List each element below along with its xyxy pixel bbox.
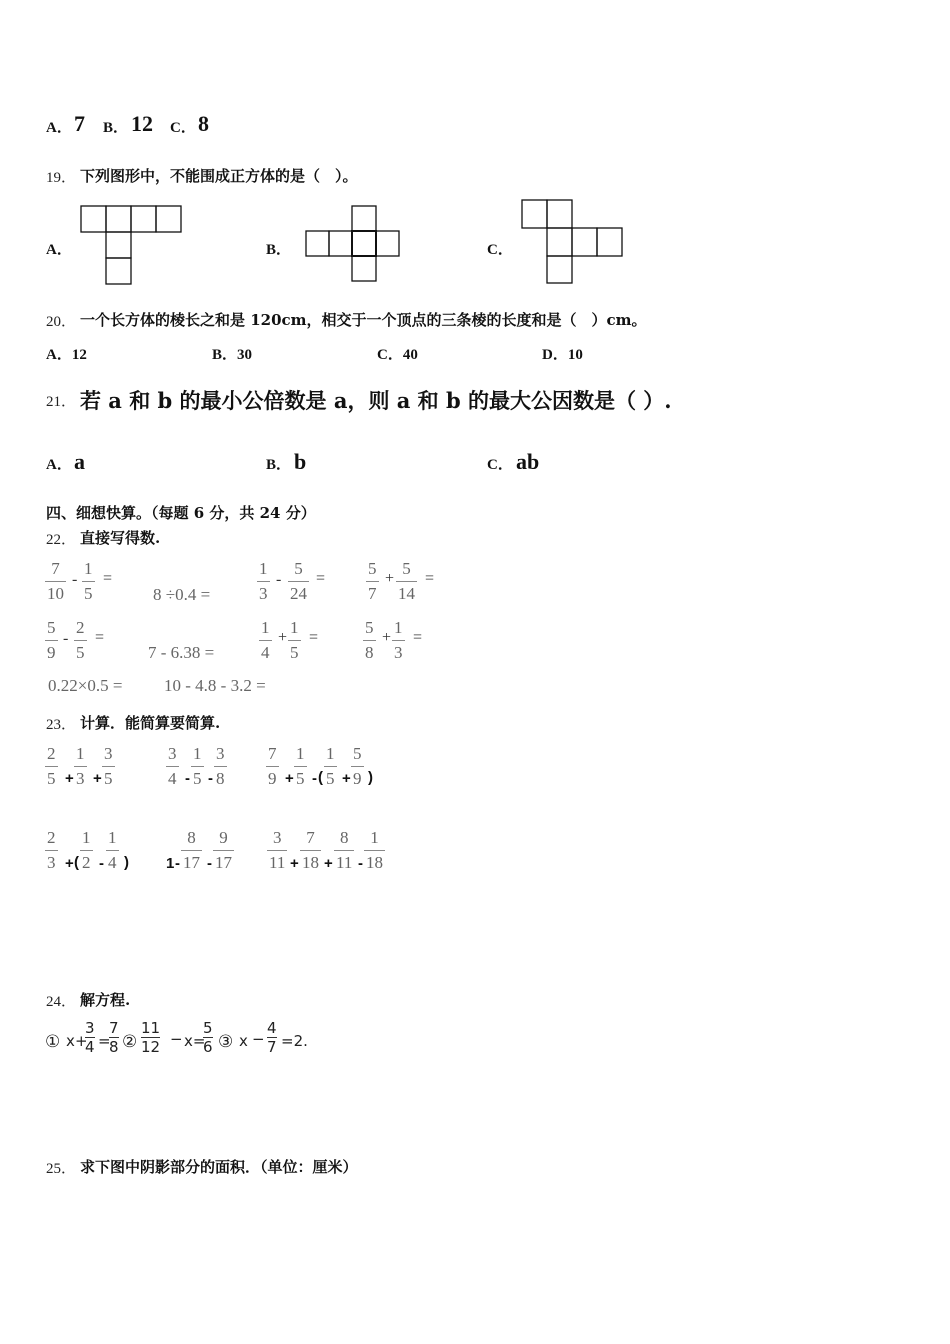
q18-option-a-label: A． (46, 120, 72, 136)
fraction: $\frac{1}{5}$ (193, 744, 202, 788)
q18-option-b-label: B． (103, 120, 129, 136)
fraction: 3 4 (85, 1019, 95, 1056)
q20-option-a: A．12 (46, 347, 87, 363)
q21-option-a-value: a (74, 449, 85, 474)
q20-number: 20． (46, 314, 77, 330)
fraction: $\frac{1}{2}$ (82, 828, 91, 872)
section-4-title: 四、细想快算。（每题 6 分，共 24 分） (46, 504, 316, 522)
q22-text: 直接写得数. (80, 529, 161, 547)
q19-number: 19． (46, 170, 77, 186)
q23-number: 23． (46, 717, 77, 733)
q18-option-a-value: 7 (74, 111, 85, 136)
q24-text: 解方程. (80, 991, 131, 1009)
circled-number-3: ③ (218, 1032, 234, 1052)
fraction: 4 7 (267, 1019, 277, 1056)
fraction: 7 8 (109, 1019, 119, 1056)
q19-net-a-figure (80, 205, 184, 285)
fraction: $\frac{5}{9}$ (47, 618, 56, 662)
circled-number-1: ① (45, 1032, 61, 1052)
q20-option-b: B．30 (212, 347, 253, 363)
fraction: $\frac{1}{3}$ (76, 744, 85, 788)
q21-text: 若 a 和 b 的最小公倍数是 a，则 a 和 b 的最大公因数是（ ）. (80, 388, 672, 413)
q21-option-c-value: ab (516, 449, 540, 474)
q22-number: 22． (46, 532, 77, 548)
q19-text: 下列图形中，不能围成正方体的是（ ）。 (80, 167, 358, 185)
q22-problem-9: 0.22×0.5 = (48, 676, 123, 695)
fraction: $\frac{1}{5}$ (326, 744, 335, 788)
fraction: $\frac{5}{9}$ (353, 744, 362, 788)
q18-option-c-value: 8 (198, 111, 209, 136)
q21-option-b-value: b (294, 449, 307, 474)
q19-net-c-figure (521, 199, 625, 285)
fraction: $\frac{8}{17}$ (183, 828, 200, 872)
q20-text: 一个长方体的棱长之和是 120cm，相交于一个顶点的三条棱的长度和是（ ）cm。 (80, 311, 647, 329)
q21-option-b-label: B． (266, 457, 292, 473)
q19-option-c-label: C． (487, 242, 513, 258)
q21-option-c-label: C． (487, 457, 513, 473)
fraction: $\frac{1}{18}$ (366, 828, 383, 872)
fraction: $\frac{3}{4}$ (168, 744, 177, 788)
fraction: $\frac{1}{5}$ (296, 744, 305, 788)
fraction: 11 12 (141, 1019, 161, 1056)
fraction: $\frac{2}{5}$ (47, 744, 56, 788)
fraction: $\frac{1}{3}$ (394, 618, 403, 662)
fraction: $\frac{1}{4}$ (261, 618, 270, 662)
fraction: $\frac{3}{5}$ (104, 744, 113, 788)
fraction: 5 6 (203, 1019, 213, 1056)
fraction: $\frac{3}{8}$ (216, 744, 225, 788)
fraction: $\frac{1}{3}$ (259, 559, 268, 603)
fraction: $\frac{1}{4}$ (108, 828, 117, 872)
q25-number: 25． (46, 1161, 77, 1177)
fraction: $\frac{5}{14}$ (398, 559, 415, 603)
fraction: $\frac{8}{11}$ (336, 828, 353, 872)
q22-problem-6: 7 - 6.38 = (148, 643, 215, 662)
q18-option-c-label: C． (170, 120, 196, 136)
q20-option-d: D．10 (542, 347, 583, 363)
q24-number: 24． (46, 994, 77, 1010)
q19-option-b-label: B． (266, 242, 292, 258)
fraction: $\frac{7}{9}$ (268, 744, 277, 788)
fraction: $\frac{1}{5}$ (84, 559, 93, 603)
q18-option-b-value: 12 (131, 111, 153, 136)
fraction: $\frac{2}{3}$ (47, 828, 56, 872)
fraction: $\frac{1}{5}$ (290, 618, 299, 662)
q21-option-a-label: A． (46, 457, 72, 473)
q21-number: 21． (46, 394, 77, 410)
q25-text: 求下图中阴影部分的面积．（单位：厘米） (80, 1158, 358, 1176)
q19-net-b-figure (305, 205, 401, 283)
fraction: $\frac{5}{24}$ (290, 559, 307, 603)
q20-option-c: C．40 (377, 347, 418, 363)
fraction: $\frac{5}{8}$ (365, 618, 374, 662)
q22-problem-2: 8 ÷0.4 = (153, 585, 211, 604)
q19-option-a-label: A． (46, 242, 72, 258)
fraction: $\frac{2}{5}$ (76, 618, 85, 662)
q23-text: 计算．能简算要简算. (80, 714, 221, 732)
fraction: $\frac{3}{11}$ (269, 828, 286, 872)
fraction: $\frac{7}{18}$ (302, 828, 319, 872)
fraction: $\frac{5}{7}$ (368, 559, 377, 603)
q22-problem-10: 10 - 4.8 - 3.2 = (164, 676, 266, 695)
circled-number-2: ② (122, 1032, 138, 1052)
fraction: $\frac{9}{17}$ (215, 828, 232, 872)
fraction: $\frac{7}{10}$ (47, 559, 64, 603)
